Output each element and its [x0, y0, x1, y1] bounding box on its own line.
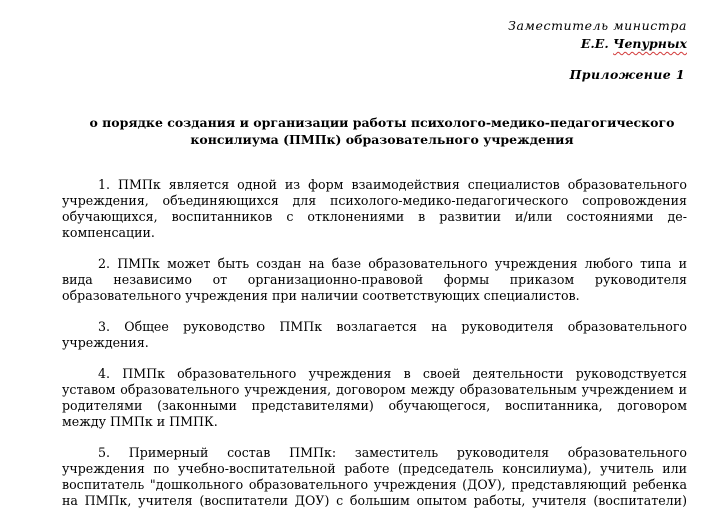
- paragraph-line: образовательного учреждения при наличии соответствующих специалистов.: [62, 288, 580, 303]
- paragraph-line: компенсации.: [62, 225, 155, 240]
- signer-position: Заместитель министра: [508, 18, 687, 33]
- paragraph-line: 1. ПМПк является одной из форм взаимодействия специалистов образовательного: [98, 177, 687, 192]
- document-title: [62, 114, 702, 148]
- appendix-label: Приложение 1: [569, 67, 685, 82]
- document-body: [62, 177, 687, 517]
- document-title-line-2: консилиума (ПМПк) образовательного учреждения: [190, 132, 574, 147]
- paragraph-line: родителями (законными представителями) обучающегося, воспитанника, договором: [62, 398, 687, 413]
- paragraph-line: 5. Примерный состав ПМПк: заместитель руководителя образовательного: [98, 445, 687, 460]
- paragraph-line: 3. Общее руководство ПМПк возлагается на руководителя образовательного: [98, 319, 687, 334]
- paragraph-line: учреждения, объединяющихся для психолого-медико-педагогического сопровождения: [62, 193, 687, 208]
- paragraph-line: учреждения.: [62, 335, 149, 350]
- signer-name: [581, 36, 687, 51]
- paragraph-4: [62, 366, 687, 430]
- paragraph-line: уставом образовательного учреждения, договором между образовательным учреждением и: [62, 382, 687, 397]
- paragraph-line: между ПМПк и ПМПК.: [62, 414, 218, 429]
- paragraph-3: [62, 319, 687, 351]
- signer-initials: Е.Е.: [580, 36, 609, 51]
- paragraph-line: учреждения по учебно-воспитательной работе (председатель консилиума), учитель или: [62, 461, 687, 476]
- signer-surname: Чепурных: [613, 36, 687, 51]
- paragraph-1: [62, 177, 687, 241]
- paragraph-line: вида независимо от организационно-правовой формы приказом руководителя: [62, 272, 687, 287]
- paragraph-line: 2. ПМПк может быть создан на базе образовательного учреждения любого типа и: [98, 256, 687, 271]
- document-title-line-1: о порядке создания и организации работы психолого-медико-педагогического: [89, 115, 675, 130]
- paragraph-line: на ПМПк, учителя (воспитатели ДОУ) с большим опытом работы, учителя (воспитатели): [62, 493, 687, 508]
- paragraph-5: [62, 445, 687, 509]
- paragraph-2: [62, 256, 687, 304]
- paragraph-line: воспитатель "дошкольного образовательного учреждения (ДОУ), представляющий ребенка: [62, 477, 687, 492]
- paragraph-line: обучающихся, воспитанников с отклонениями в развитии и/или состояниями де-: [62, 209, 687, 224]
- paragraph-line: 4. ПМПк образовательного учреждения в своей деятельности руководствуется: [98, 366, 687, 381]
